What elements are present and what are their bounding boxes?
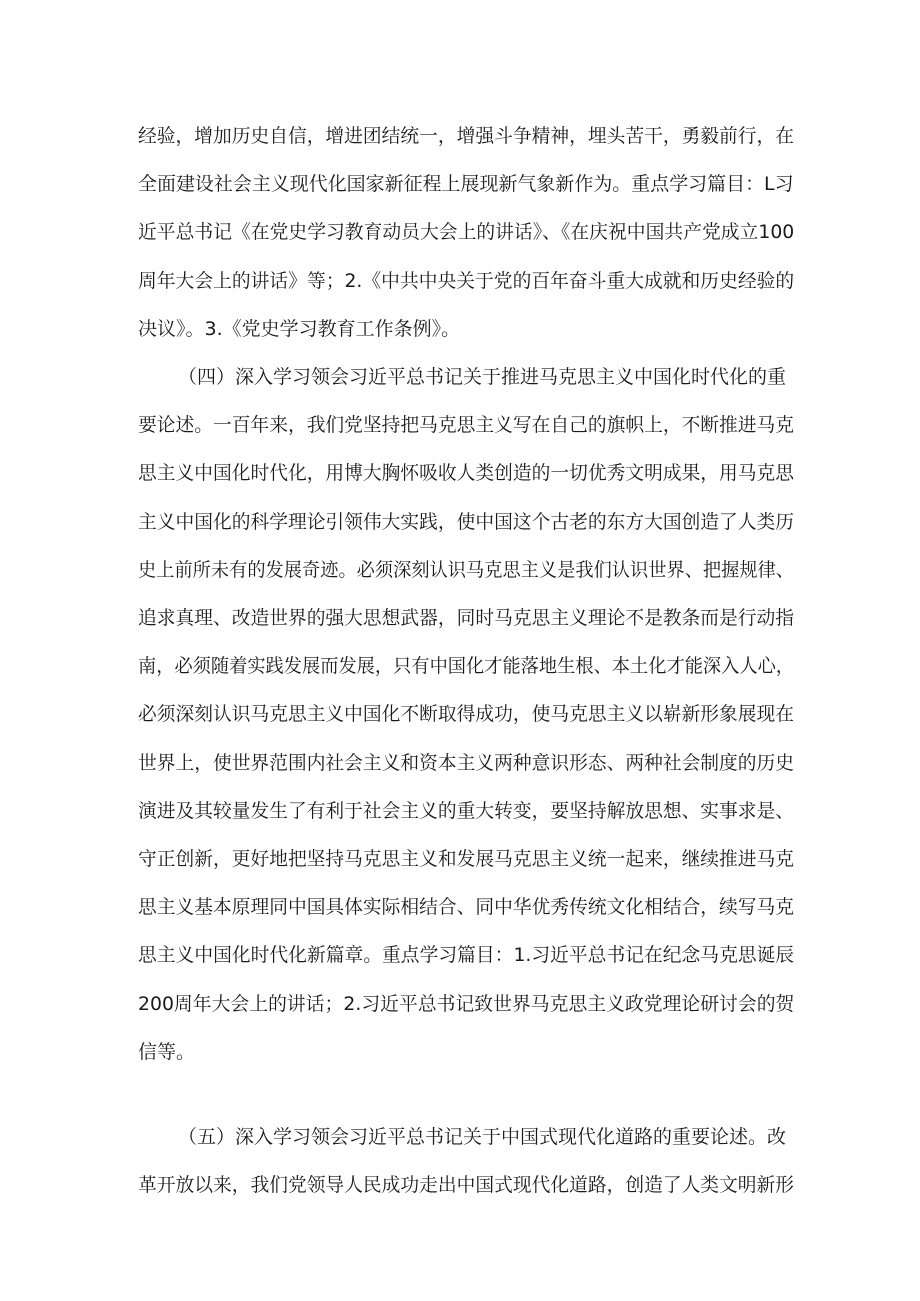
paragraph-1 (138, 112, 794, 353)
text-line: 世界上，使世界范围内社会主义和资本主义两种意识形态、两种社会制度的历史 (138, 751, 795, 774)
text-line: 守正创新，更好地把坚持马克思主义和发展马克思主义统一起来，继续推进马克 (138, 848, 795, 871)
text-line: 全面建设社会主义现代化国家新征程上展现新气象新作为。重点学习篇目：L习 (138, 173, 794, 196)
text-line: 经验，增加历史自信，增进团结统一，增强斗争精神，埋头苦干，勇毅前行，在 (138, 125, 795, 147)
text-line: 思主义基本原理同中国具体实际相结合、同中华优秀传统文化相结合，续写马克 (138, 896, 795, 919)
text-line: 要论述。一百年来，我们党坚持把马克思主义写在自己的旗帜上，不断推进马克 (138, 414, 795, 437)
text-line: 必须深刻认识马克思主义中国化不断取得成功，使马克思主义以崭新形象展现在 (138, 703, 795, 726)
text-line: 史上前所未有的发展奇迹。必须深刻认识马克思主义是我们认识世界、把握规律、 (138, 558, 795, 581)
text-line: 演进及其较量发生了有利于社会主义的重大转变，要坚持解放思想、实事求是、 (138, 799, 795, 822)
text-line: （五）深入学习领会习近平总书记关于中国式现代化道路的重要论述。改 (178, 1126, 787, 1148)
text-line: 南，必须随着实践发展而发展，只有中国化才能落地生根、本土化才能深入人心， (138, 655, 795, 678)
text-line: 思主义中国化时代化新篇章。重点学习篇目：1.习近平总书记在纪念马克思诞辰 (138, 944, 795, 967)
text-line: 思主义中国化时代化，用博大胸怀吸收人类创造的一切优秀文明成果，用马克思 (138, 462, 795, 485)
text-line: 近平总书记《在党史学习教育动员大会上的讲话》、《在庆祝中国共产党成立100 (138, 221, 795, 244)
text-line: 决议》。3.《党史学习教育工作条例》。 (138, 317, 461, 340)
text-line: 追求真理、改造世界的强大思想武器，同时马克思主义理论不是教条而是行动指 (138, 607, 795, 630)
text-line: 200周年大会上的讲话；2.习近平总书记致世界马克思主义政党理论研讨会的贺 (138, 992, 795, 1015)
paragraph-2 (138, 353, 794, 1076)
text-line: 信等。 (138, 1040, 196, 1063)
text-line: 主义中国化的科学理论引领伟大实践，使中国这个古老的东方大国创造了人类历 (138, 510, 795, 533)
paragraph-3 (138, 1113, 794, 1209)
text-line: 革开放以来，我们党领导人民成功走出中国式现代化道路，创造了人类文明新形 (138, 1174, 795, 1197)
text-line: 周年大会上的讲话》等；2.《中共中央关于党的百年奋斗重大成就和历史经验的 (138, 269, 795, 292)
text-line: （四）深入学习领会习近平总书记关于推进马克思主义中国化时代化的重 (178, 366, 787, 388)
